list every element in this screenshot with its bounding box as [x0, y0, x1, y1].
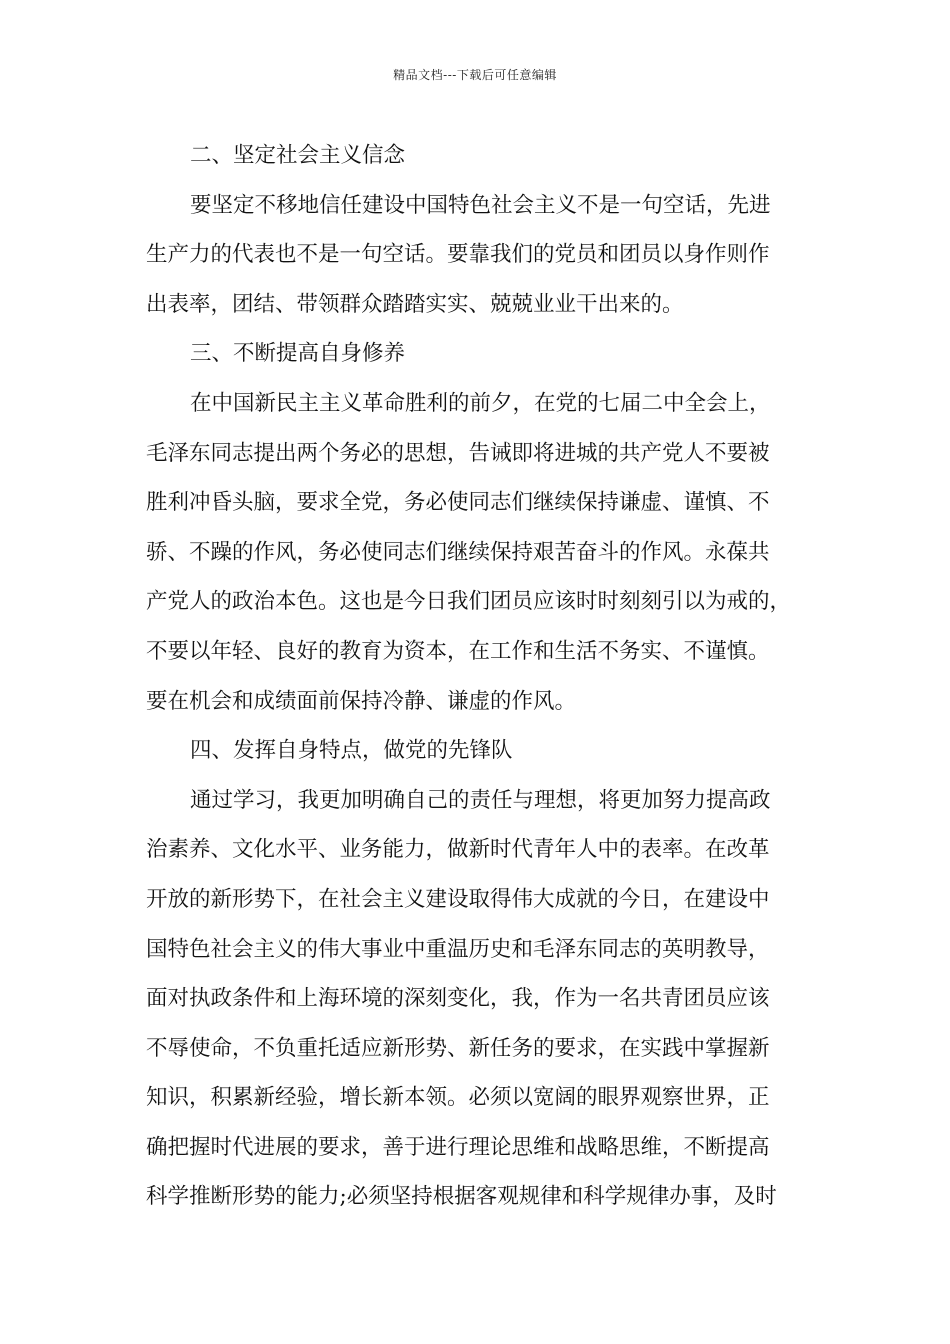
paragraph-line: 不辱使命，不负重托适应新形势、新任务的要求，在实践中掌握新	[146, 1035, 770, 1061]
paragraph-line: 胜利冲昏头脑，要求全党，务必使同志们继续保持谦虚、谨慎、不	[146, 490, 770, 516]
paragraph-line: 骄、不躁的作风，务必使同志们继续保持艰苦奋斗的作风。永葆共	[146, 539, 770, 565]
heading-section-2: 二、坚定社会主义信念	[190, 143, 406, 168]
paragraph-line: 国特色社会主义的伟大事业中重温历史和毛泽东同志的英明教导，	[146, 936, 770, 962]
heading-section-4: 四、发挥自身特点，做党的先锋队	[190, 738, 513, 764]
paragraph-line: 不要以年轻、良好的教育为资本，在工作和生活不务实、不谨慎。	[146, 638, 770, 664]
paragraph-line: 面对执政条件和上海环境的深刻变化，我，作为一名共青团员应该	[146, 986, 770, 1012]
paragraph-line: 要在机会和成绩面前保持冷静、谦虚的作风。	[146, 688, 577, 714]
paragraph-line: 要坚定不移地信任建设中国特色社会主义不是一句空话，先进	[190, 192, 771, 218]
paragraph-line: 在中国新民主主义革命胜利的前夕，在党的七届二中全会上，	[190, 390, 771, 416]
paragraph-line: 生产力的代表也不是一句空话。要靠我们的党员和团员以身作则作	[146, 242, 770, 268]
paragraph-line: 通过学习，我更加明确自己的责任与理想，将更加努力提高政	[190, 787, 771, 813]
paragraph-line: 科学推断形势的能力;必须坚持根据客观规律和科学规律办事，及时	[146, 1184, 777, 1210]
paragraph-line: 产党人的政治本色。这也是今日我们团员应该时时刻刻引以为戒的，	[146, 589, 792, 615]
paragraph-line: 毛泽东同志提出两个务必的思想，告诫即将进城的共产党人不要被	[146, 440, 770, 466]
paragraph-line: 确把握时代进展的要求，善于进行理论思维和战略思维，不断提高	[146, 1134, 770, 1160]
heading-section-3: 三、不断提高自身修养	[190, 341, 406, 367]
paragraph-line: 治素养、文化水平、业务能力，做新时代青年人中的表率。在改革	[146, 837, 770, 863]
document-body	[146, 131, 814, 1222]
paragraph-line: 出表率，团结、带领群众踏踏实实、兢兢业业干出来的。	[146, 291, 684, 317]
page-header: 精品文档---下载后可任意编辑	[393, 68, 557, 82]
paragraph-line: 知识，积累新经验，增长新本领。必须以宽阔的眼界观察世界，正	[146, 1085, 770, 1111]
paragraph-line: 开放的新形势下，在社会主义建设取得伟大成就的今日，在建设中	[146, 886, 770, 912]
